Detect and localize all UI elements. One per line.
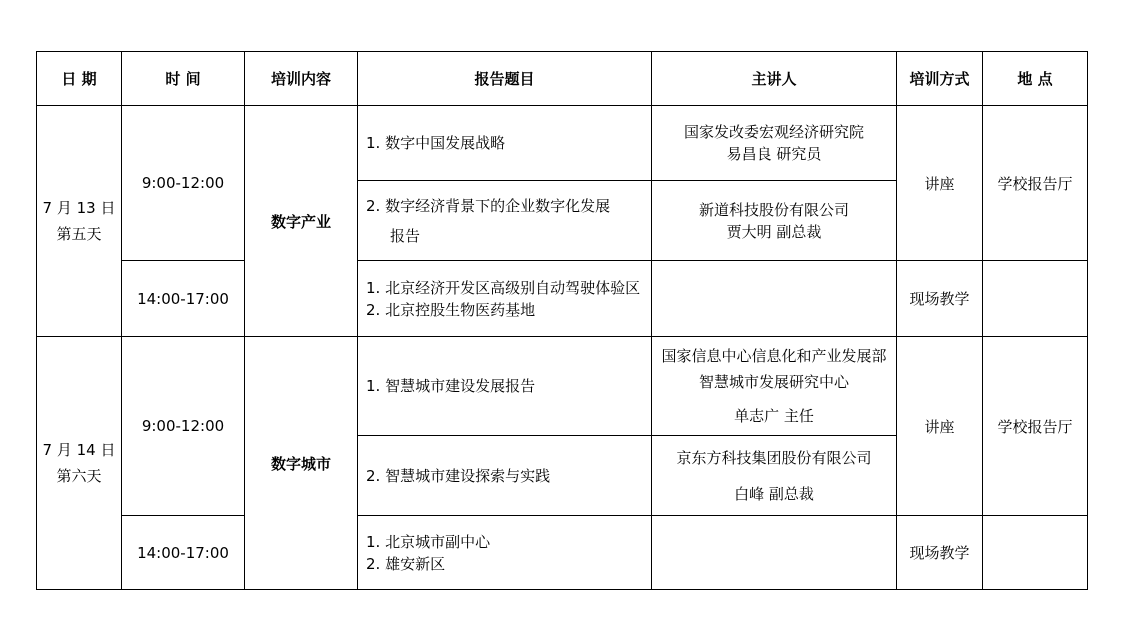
speaker-org: 京东方科技集团股份有限公司 (676, 448, 872, 467)
speaker-name: 白峰 副总裁 (734, 484, 814, 503)
speaker-cell (652, 337, 897, 436)
content-cell: 数字城市 (245, 337, 358, 590)
date-cell (37, 337, 122, 590)
visit-item: 1. 北京城市副中心 (366, 532, 491, 551)
location-cell (983, 261, 1088, 337)
topic-text: 2. 数字经济背景下的企业数字化发展 (366, 196, 611, 215)
topic-cell (358, 181, 652, 261)
method-cell: 讲座 (897, 106, 983, 261)
date-cell (37, 106, 122, 337)
method-cell: 现场教学 (897, 261, 983, 337)
topic-cell (358, 106, 652, 181)
table-row (37, 337, 1088, 436)
visit-item: 1. 北京经济开发区高级别自动驾驶体验区 (366, 278, 641, 297)
topic-text: 1. 智慧城市建设发展报告 (366, 377, 536, 395)
header-speaker: 主讲人 (652, 52, 897, 106)
header-topic: 报告题目 (358, 52, 652, 106)
header-method: 培训方式 (897, 52, 983, 106)
topic-text-cont: 报告 (390, 226, 421, 245)
visit-cell (358, 261, 652, 337)
time-cell: 14:00-17:00 (122, 261, 245, 337)
weekday-text: 第六天 (56, 467, 102, 485)
content-cell: 数字产业 (245, 106, 358, 337)
header-row (37, 52, 1088, 106)
speaker-org: 国家发改委宏观经济研究院 (683, 123, 864, 141)
location-cell: 学校报告厅 (983, 337, 1088, 516)
method-cell: 讲座 (897, 337, 983, 516)
visit-item: 2. 雄安新区 (366, 554, 446, 573)
speaker-org: 国家信息中心信息化和产业发展部 (661, 347, 887, 365)
date-text: 7 月 13 日 (42, 199, 116, 217)
table-row (37, 516, 1088, 590)
location-cell: 学校报告厅 (983, 106, 1088, 261)
schedule-table (36, 51, 1088, 590)
speaker-org: 智慧城市发展研究中心 (698, 373, 849, 391)
topic-text: 2. 智慧城市建设探索与实践 (366, 466, 551, 485)
header-time: 时 间 (122, 52, 245, 106)
header-location: 地 点 (983, 52, 1088, 106)
time-cell: 9:00-12:00 (122, 106, 245, 261)
speaker-name: 易昌良 研究员 (726, 145, 822, 163)
topic-text: 1. 数字中国发展战略 (366, 134, 506, 152)
speaker-org: 新道科技股份有限公司 (698, 200, 849, 219)
header-date: 日 期 (37, 52, 122, 106)
header-content: 培训内容 (245, 52, 358, 106)
table-row (37, 261, 1088, 337)
location-cell (983, 516, 1088, 590)
date-text: 7 月 14 日 (42, 441, 116, 459)
method-cell: 现场教学 (897, 516, 983, 590)
speaker-cell (652, 436, 897, 516)
table-row (37, 106, 1088, 181)
speaker-cell (652, 261, 897, 337)
time-cell: 14:00-17:00 (122, 516, 245, 590)
visit-item: 2. 北京控股生物医药基地 (366, 300, 536, 319)
topic-cell (358, 337, 652, 436)
speaker-cell (652, 516, 897, 590)
weekday-text: 第五天 (56, 225, 102, 243)
speaker-cell (652, 106, 897, 181)
speaker-name: 单志广 主任 (734, 407, 814, 425)
speaker-cell (652, 181, 897, 261)
speaker-name: 贾大明 副总裁 (726, 222, 822, 241)
time-cell: 9:00-12:00 (122, 337, 245, 516)
visit-cell (358, 516, 652, 590)
topic-cell (358, 436, 652, 516)
